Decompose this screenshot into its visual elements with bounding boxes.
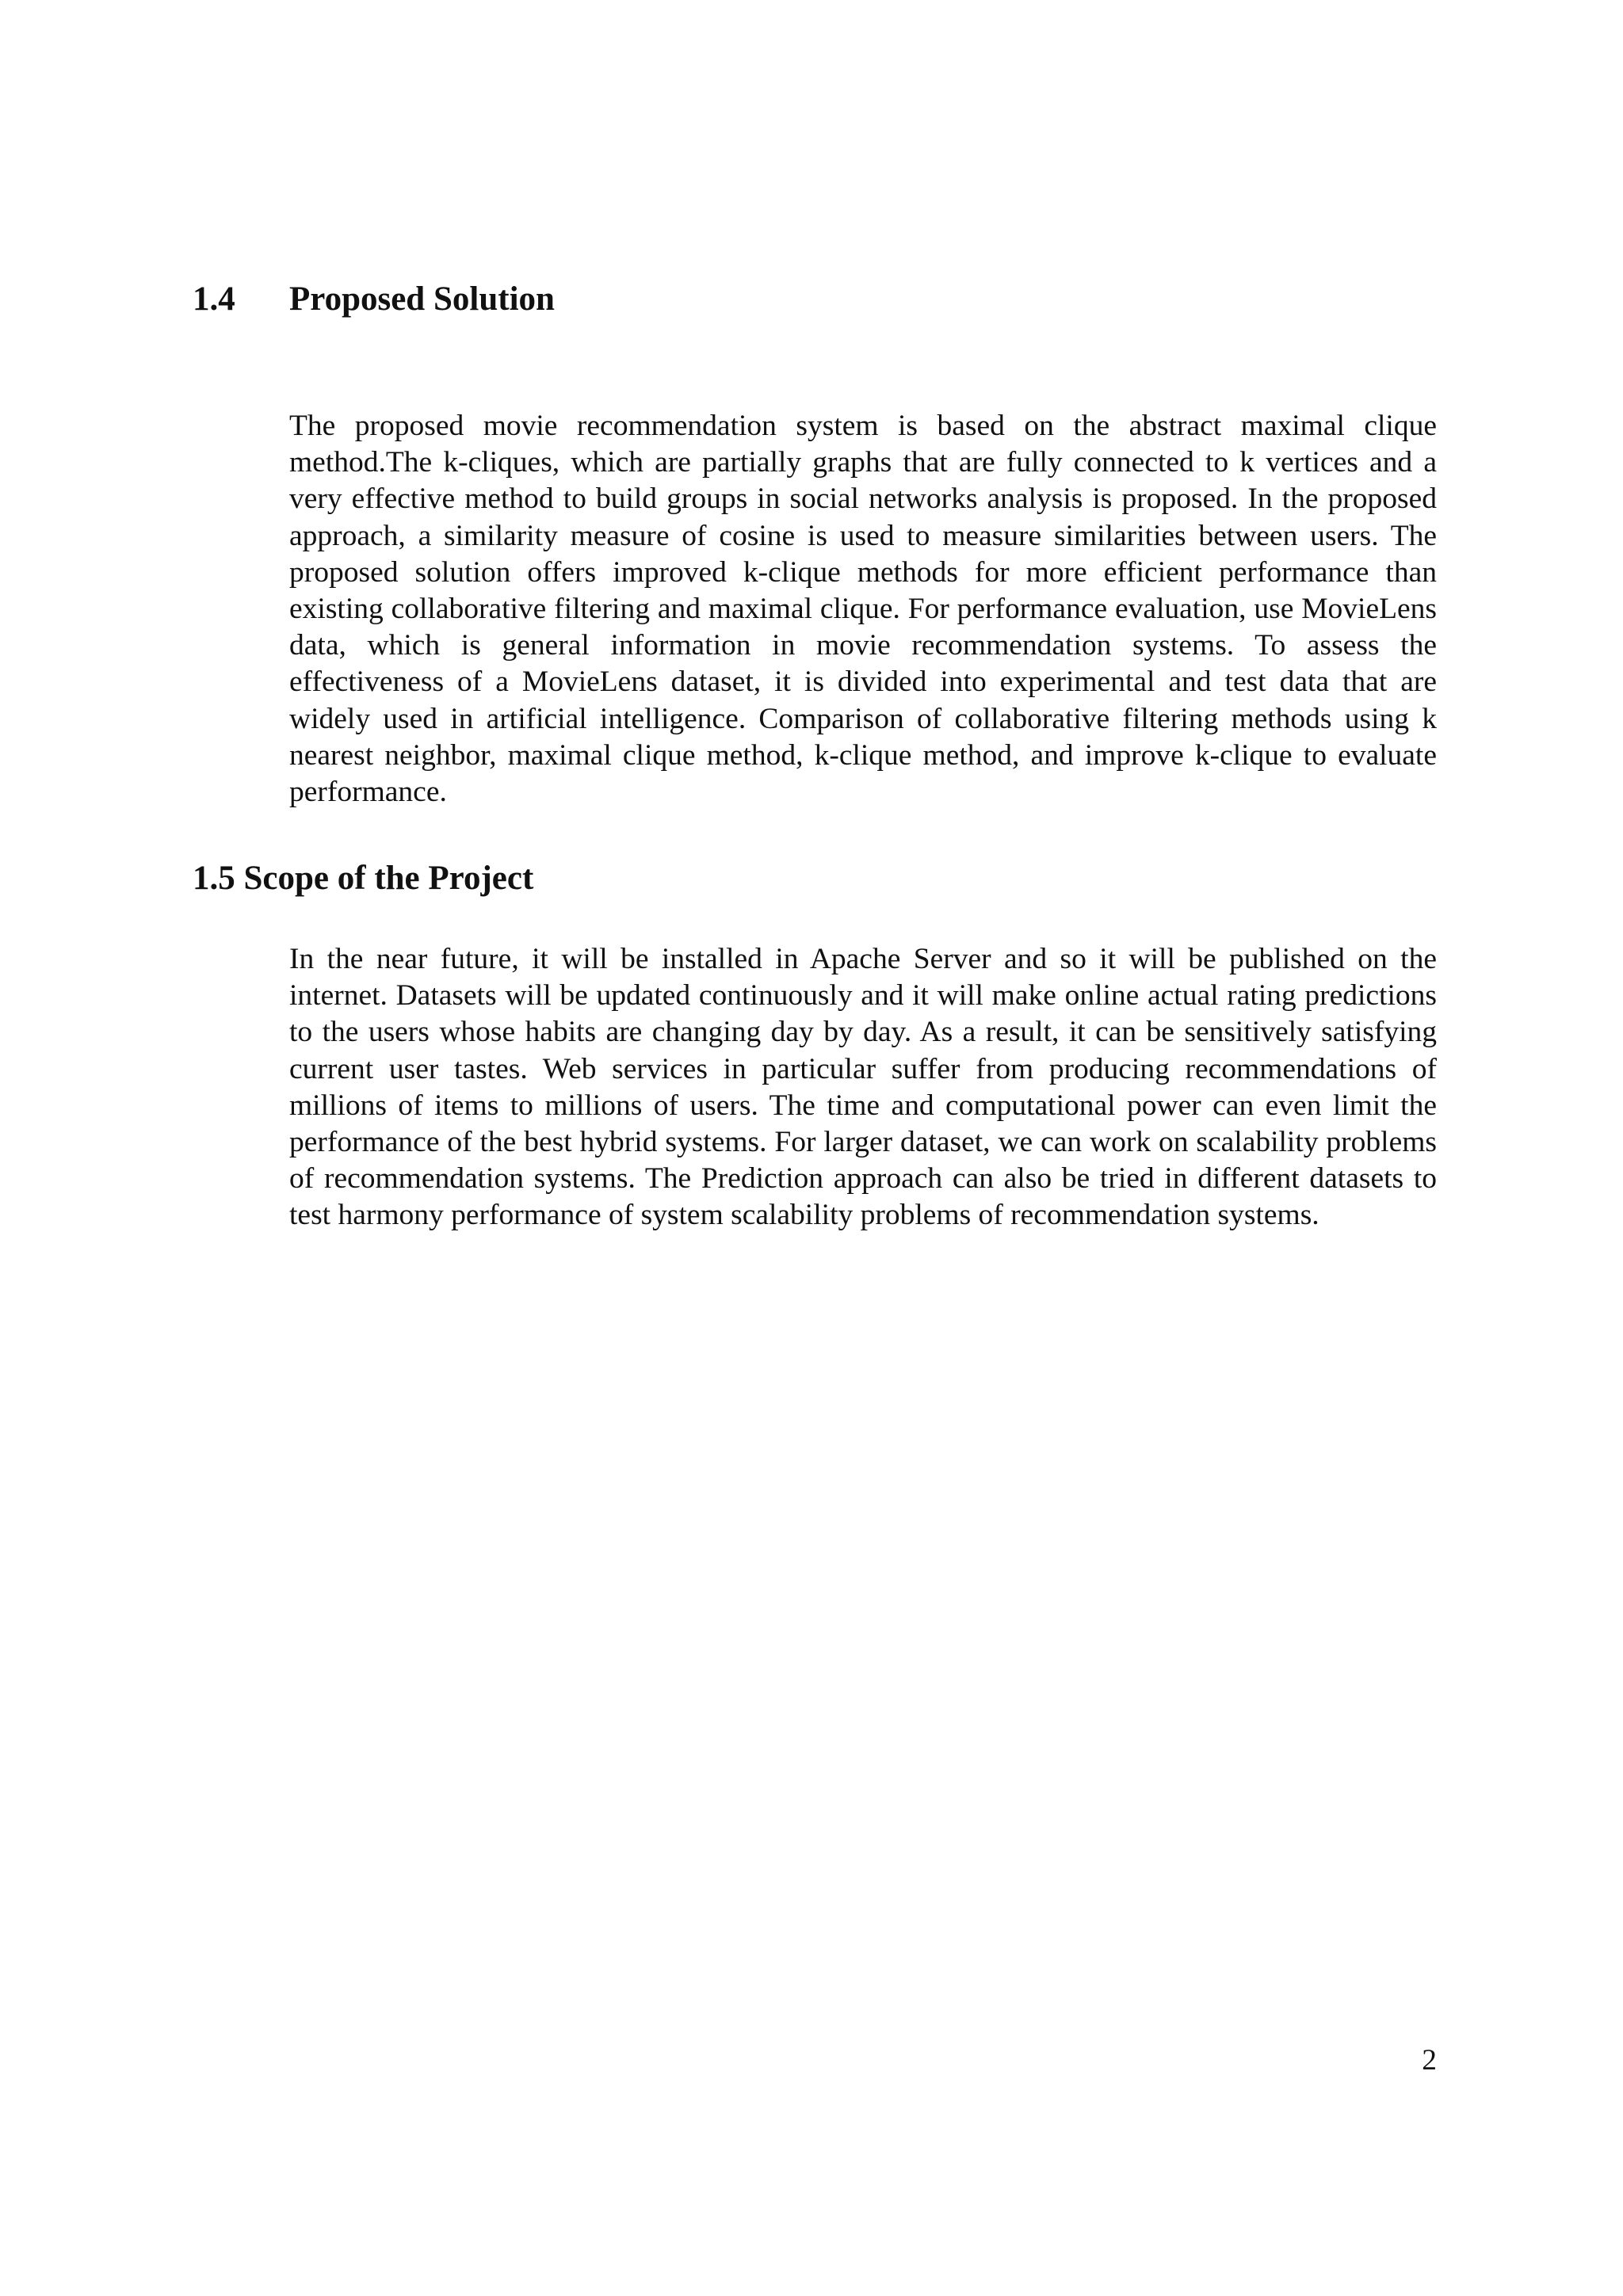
section-heading-scope-of-project: 1.5 Scope of the Project (193, 860, 534, 897)
proposed-solution-paragraph: The proposed movie recommendation system is based on the abstract maximal clique method.The k-cliques, which are partially graphs that are fully connected to k vertices and a very effective method to build groups in social networks analysis is proposed. In the proposed approach, a similarity measure of cosine is used to measure similarities between users. The proposed solution offers improved k-clique methods for more efficient performance than existing collaborative filtering and maximal clique. For performance evaluation, use MovieLens data, which is general information in movie recommendation systems. To assess the effectiveness of a MovieLens dataset, it is divided into experimental and test data that are widely used in artificial intelligence. Comparison of collaborative filtering methods using k nearest neighbor, maximal clique method, k-clique method, and improve k-clique to evaluate performance. (289, 410, 1437, 809)
section-title: Proposed Solution (289, 280, 555, 318)
section-heading-proposed-solution (193, 279, 555, 320)
section-number: 1.4 (193, 280, 235, 318)
scope-of-project-paragraph: In the near future, it will be installed in Apache Server and so it will be published on the internet. Datasets will be updated continuously and it will make online actual rating predictions to the users whose habits are changing day by day. As a result, it can be sensitively satisfying current user tastes. Web services in particular suffer from producing recommendations of millions of items to millions of users. The time and computational power can even limit the performance of the best hybrid systems. For larger dataset, we can work on scalability problems of recommendation systems. The Prediction approach can also be tried in different datasets to test harmony performance of system scalability problems of recommendation systems. (289, 943, 1437, 1232)
page-number: 2 (1422, 2044, 1437, 2077)
